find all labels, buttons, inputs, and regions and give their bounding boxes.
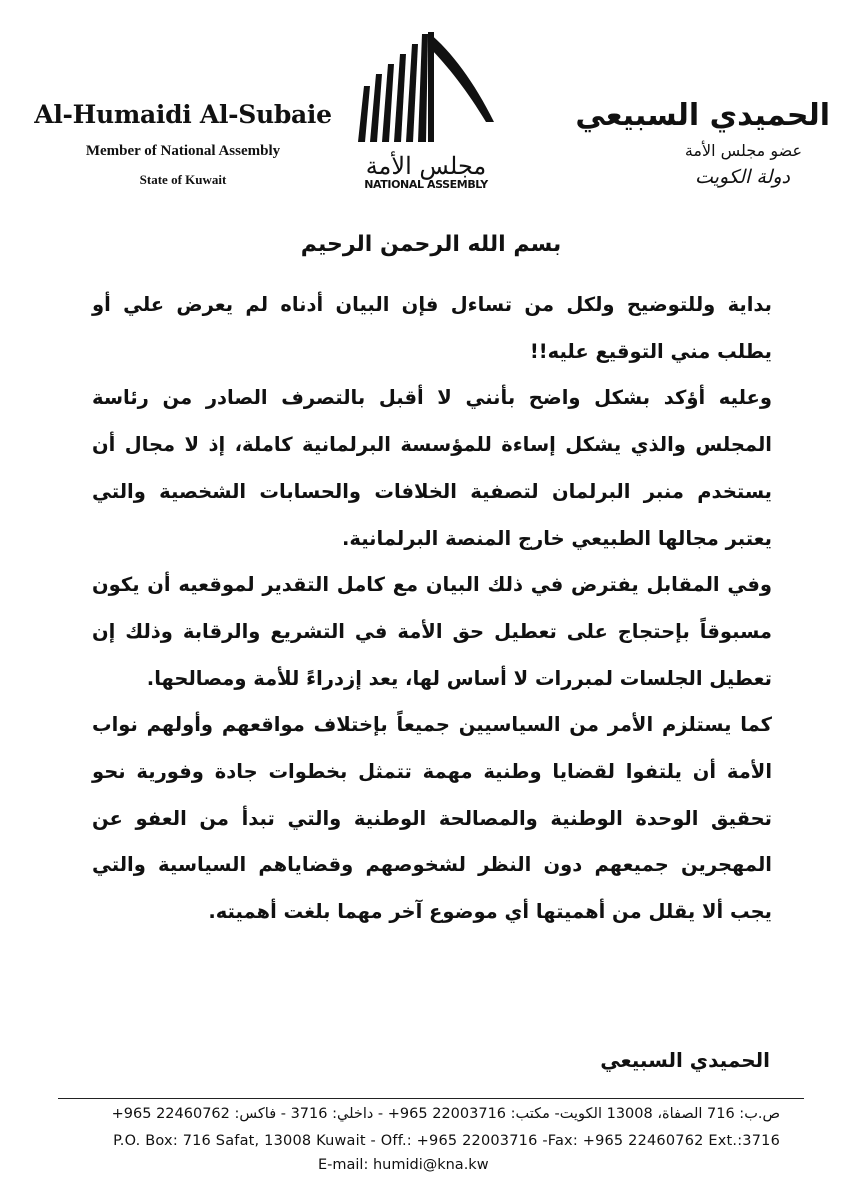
basmala: بسم الله الرحمن الرحيم [300, 232, 562, 257]
header-arabic [570, 98, 830, 188]
header-ar-state: دولة الكويت [695, 166, 790, 188]
paragraph: كما يستلزم الأمر من السياسيين جميعاً بإختلاف مواقعهم وأولهم نواب الأمة أن يلتفوا لقضايا وطنية مهمة تتمثل بخطوات جادة وفورية نحو تحقيق الوحدة الوطنية والمصالحة الوطنية والتي تبدأ من العفو عن المهجرين جميعهم دون النظر لشخوصهم وقضاياهم السياسية والتي يجب ألا يقلل من أهميتها أي موضوع آخر مهما بلغت أهميته. [92, 713, 772, 924]
paragraph: وفي المقابل يفترض في ذلك البيان مع كامل التقدير لموقعيه أن يكون مسبوقاً بإحتجاج على تعطيل حق الأمة في التشريع والرقابة وذلك إن تعطيل الجلسات لمبررات لا أساس لها، يعد إزدراءً للأمة ومصالحها. [92, 573, 772, 690]
header-english [28, 100, 338, 188]
footer-arabic-contact: ص.ب: 716 الصفاة، 13008 الكويت- مكتب: 22003716 965+ - داخلي: 3716 - فاكس: 22460762 965+ [111, 1106, 780, 1122]
signature: الحميدي السبيعي [600, 1048, 770, 1072]
header-ar-role: عضو مجلس الأمة [684, 141, 802, 160]
logo-arabic-text: مجلس الأمة [365, 152, 487, 180]
assembly-building-icon [352, 22, 500, 152]
national-assembly-logo [352, 22, 500, 192]
header-en-name: Al-Humaidi Al-Subaie [34, 100, 332, 129]
footer-email: E-mail: humidi@kna.kw [318, 1157, 489, 1173]
header-en-state: State of Kuwait [139, 172, 227, 187]
statement-body [92, 282, 772, 936]
header-ar-name: الحميدي السبيعي [575, 98, 830, 133]
header-en-role: Member of National Assembly [85, 143, 281, 159]
paragraph: بداية وللتوضيح ولكل من تساءل فإن البيان أدناه لم يعرض علي أو يطلب مني التوقيع عليه!! [92, 293, 772, 363]
footer-divider [58, 1098, 804, 1099]
footer-english-contact: P.O. Box: 716 Safat, 13008 Kuwait - Off.: +965 22003716 -Fax: +965 22460762 Ext.:3716 [113, 1133, 780, 1149]
logo-english-text: NATIONAL ASSEMBLY [364, 178, 488, 191]
paragraph: وعليه أؤكد بشكل واضح بأنني لا أقبل بالتصرف الصادر من رئاسة المجلس والذي يشكل إساءة للمؤسسة البرلمانية كاملة، إذ لا مجال أن يستخدم منبر البرلمان لتصفية الخلافات والحسابات الشخصية والتي يعتبر مجالها الطبيعي خارج المنصة البرلمانية. [92, 386, 772, 550]
